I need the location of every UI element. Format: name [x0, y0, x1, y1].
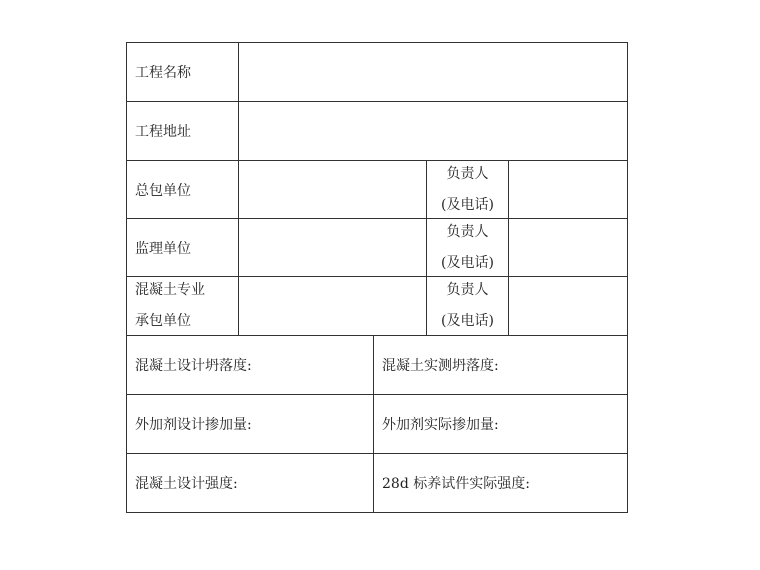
project-name-label: [127, 43, 238, 101]
general-contractor-contact-label: [426, 161, 508, 218]
concrete-sub-contact-field[interactable]: [508, 277, 627, 335]
general-contractor-label-text: 总包单位: [135, 182, 191, 199]
design-strength-label: 混凝土设计强度:: [135, 476, 238, 492]
project-address-label: [127, 102, 238, 160]
concrete-sub-label-line1: 混凝土专业: [135, 282, 205, 298]
design-admixture-field[interactable]: [127, 395, 373, 453]
design-strength-field[interactable]: [127, 454, 373, 512]
concrete-sub-contact-label: [426, 277, 508, 335]
contact-label-line1: 负责人: [446, 282, 489, 298]
row-project-address: [126, 101, 628, 160]
row-supervisor: [126, 218, 628, 276]
row-concrete-subcontractor: [126, 276, 628, 335]
concrete-info-form: [126, 42, 628, 513]
concrete-sub-label: [127, 277, 238, 335]
contact-label-line1: 负责人: [446, 223, 489, 240]
project-address-field[interactable]: [238, 102, 627, 160]
supervisor-contact-field[interactable]: [508, 219, 627, 276]
actual-admixture-field[interactable]: [373, 395, 627, 453]
contact-label-line1: 负责人: [446, 165, 489, 182]
supervisor-field[interactable]: [238, 219, 426, 276]
project-name-label-text: 工程名称: [135, 65, 191, 81]
design-slump-field[interactable]: [127, 336, 373, 394]
contact-label-line2: (及电话): [441, 196, 494, 213]
row-project-name: [126, 42, 628, 101]
measured-slump-label: 混凝土实测坍落度:: [382, 358, 499, 374]
project-name-field[interactable]: [238, 43, 627, 101]
design-admixture-label: 外加剂设计掺加量:: [135, 417, 252, 433]
concrete-sub-label-line2: 承包单位: [135, 313, 191, 329]
general-contractor-field[interactable]: [238, 161, 426, 218]
measured-slump-field[interactable]: [373, 336, 627, 394]
row-general-contractor: [126, 160, 628, 218]
supervisor-contact-label: [426, 219, 508, 276]
contact-label-line2: (及电话): [441, 313, 494, 329]
general-contractor-contact-field[interactable]: [508, 161, 627, 218]
cured-28d-strength-label: 28d 标养试件实际强度:: [382, 476, 530, 492]
row-admixture: [126, 394, 628, 453]
row-strength: [126, 453, 628, 513]
concrete-sub-field[interactable]: [238, 277, 426, 335]
row-slump: [126, 335, 628, 394]
design-slump-label: 混凝土设计坍落度:: [135, 358, 252, 374]
supervisor-label-text: 监理单位: [135, 240, 191, 257]
general-contractor-label: [127, 161, 238, 218]
project-address-label-text: 工程地址: [135, 124, 191, 140]
supervisor-label: [127, 219, 238, 276]
cured-28d-strength-field[interactable]: [373, 454, 627, 512]
actual-admixture-label: 外加剂实际掺加量:: [382, 417, 499, 433]
contact-label-line2: (及电话): [441, 254, 494, 271]
